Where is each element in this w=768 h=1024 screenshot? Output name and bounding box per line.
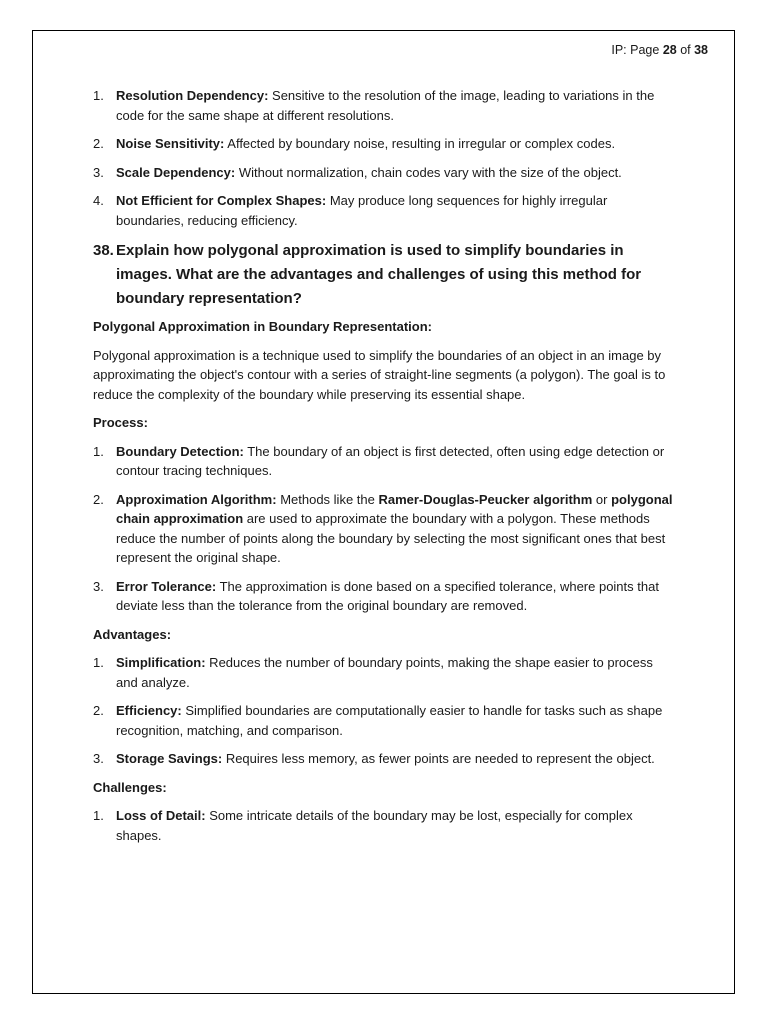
process-heading: Process:	[93, 415, 148, 430]
list-item: 2. Efficiency: Simplified boundaries are computationally easier to handle for tasks such as shape recognition, matching, and comparison.	[93, 703, 663, 738]
list-item: 3. Storage Savings: Requires less memory, as fewer points are needed to represent the object.	[93, 751, 655, 766]
header-of: of	[676, 43, 695, 57]
chain-code-disadvantages-list	[93, 86, 678, 230]
question-heading: 38. Explain how polygonal approximation is used to simplify boundaries in images. What are the advantages and challenges of using this method for boundary representation?	[93, 242, 642, 307]
list-item: 1. Simplification: Reduces the number of boundary points, making the shape easier to process and analyze.	[93, 655, 653, 690]
list-item: 3. Scale Dependency: Without normalization, chain codes vary with the size of the object.	[93, 164, 622, 180]
advantages-heading: Advantages:	[93, 626, 172, 642]
list-item: 2. Noise Sensitivity: Affected by boundary noise, resulting in irregular or complex codes.	[93, 136, 616, 151]
challenges-list	[93, 806, 678, 845]
list-item: 3. Error Tolerance: The approximation is done based on a specified tolerance, where points that deviate less than the tolerance from the original boundary are removed.	[93, 578, 659, 613]
page-header	[611, 43, 708, 57]
list-item: 2. Approximation Algorithm: Methods like the Ramer-Douglas-Peucker algorithm or polygonal chain approximation are used to approximate the boundary with a polygon. These methods reduce the number of points along the boundary by selecting the most significant ones that best represent the original shape.	[93, 491, 673, 565]
list-item: 1. Loss of Detail: Some intricate details of the boundary may be lost, especially for complex shapes.	[93, 808, 633, 843]
process-list	[93, 442, 678, 616]
section-title: Polygonal Approximation in Boundary Representation:	[93, 319, 432, 334]
advantages-list	[93, 653, 678, 769]
intro-paragraph: Polygonal approximation is a technique used to simplify the boundaries of an object in an image by approximating the object's contour with a series of straight-line segments (a polygon). The goal is to reduce the complexity of the boundary while preserving its essential shape.	[93, 347, 666, 402]
header-prefix: IP: Page	[611, 43, 663, 57]
total-pages: 38	[694, 43, 708, 57]
document-body	[93, 86, 678, 854]
current-page: 28	[662, 43, 677, 57]
list-item: 1. Boundary Detection: The boundary of an object is first detected, often using edge detection or contour tracing techniques.	[93, 443, 665, 478]
list-item: 4. Not Efficient for Complex Shapes: May produce long sequences for highly irregular boundaries, reducing efficiency.	[93, 193, 608, 228]
challenges-heading: Challenges:	[93, 779, 167, 795]
list-item: 1. Resolution Dependency: Sensitive to the resolution of the image, leading to variations in the code for the same shape at different resolutions.	[93, 88, 655, 123]
